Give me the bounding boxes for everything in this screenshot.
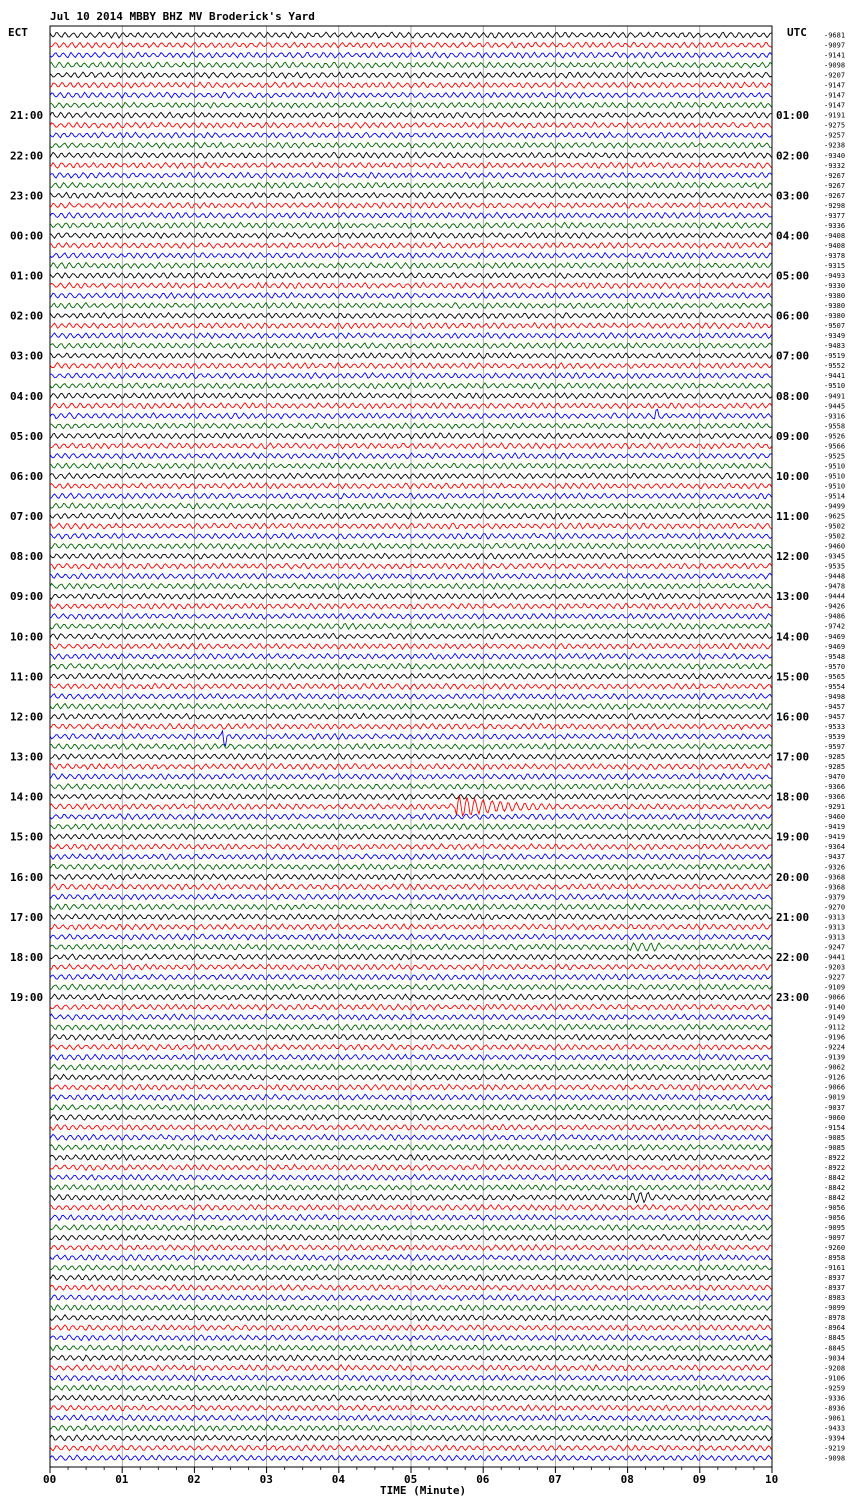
right-hour-label: 18:00 — [776, 790, 810, 804]
right-hour-label: 04:00 — [776, 229, 810, 243]
trace-value-label: -9259 — [824, 1384, 846, 1393]
trace-value-label: -9332 — [824, 161, 846, 170]
trace-value-label: -9085 — [824, 1133, 846, 1142]
right-hour-label: 16:00 — [776, 710, 810, 724]
left-hour-label: 13:00 — [10, 750, 44, 764]
trace-value-label: -9441 — [824, 953, 846, 962]
trace-value-label: -8937 — [824, 1284, 846, 1293]
right-hour-label: 21:00 — [776, 910, 810, 924]
trace-value-label: -8983 — [824, 1294, 846, 1303]
trace-value-label: -9126 — [824, 1073, 846, 1082]
trace-value-label: -9498 — [824, 692, 846, 701]
trace-value-label: -9408 — [824, 231, 846, 240]
right-hour-label: 07:00 — [776, 349, 810, 363]
trace-value-label: -9085 — [824, 1143, 846, 1152]
trace-value-label: -9349 — [824, 332, 846, 341]
chart-title: Jul 10 2014 MBBY BHZ MV Broderick's Yard — [50, 10, 315, 23]
trace-value-label: -9368 — [824, 873, 846, 882]
right-hour-label: 14:00 — [776, 630, 810, 644]
trace-value-label: -9037 — [824, 1103, 846, 1112]
trace-value-label: -9060 — [824, 1113, 846, 1122]
trace-value-label: -9460 — [824, 542, 846, 551]
trace-value-label: -9457 — [824, 712, 846, 721]
trace-value-label: -9066 — [824, 993, 846, 1002]
trace-value-label: -9408 — [824, 242, 846, 250]
trace-value-label: -8964 — [824, 1324, 846, 1333]
x-axis-tick-label: 10 — [765, 1473, 779, 1486]
left-hour-label: 07:00 — [10, 510, 44, 523]
right-hour-label: 02:00 — [776, 149, 810, 163]
trace-value-label: -9394 — [824, 1434, 846, 1443]
trace-value-label: -9469 — [824, 642, 846, 651]
trace-value-label: -9566 — [824, 442, 846, 451]
trace-value-label: -9681 — [824, 31, 846, 40]
trace-value-label: -9227 — [824, 973, 846, 982]
trace-value-label: -9098 — [824, 61, 846, 70]
trace-value-label: -9597 — [824, 743, 846, 751]
left-hour-label: 12:00 — [10, 710, 44, 724]
trace-value-label: -9106 — [824, 1374, 846, 1383]
left-hour-label: 14:00 — [10, 790, 44, 804]
trace-value-label: -8937 — [824, 1274, 846, 1283]
left-hour-label: 00:00 — [10, 229, 44, 243]
trace-value-label: -9502 — [824, 522, 846, 531]
left-hour-label: 18:00 — [10, 950, 44, 964]
trace-value-label: -9548 — [824, 652, 846, 661]
trace-value-label: -9469 — [824, 632, 846, 641]
right-hour-label: 06:00 — [776, 309, 810, 323]
right-hour-label: 03:00 — [776, 189, 810, 203]
trace-value-label: -9625 — [824, 512, 846, 521]
trace-value-label: -9196 — [824, 1033, 846, 1042]
trace-value-label: -9260 — [824, 1244, 846, 1252]
left-hour-label: 04:00 — [10, 389, 44, 403]
trace-value-label: -9378 — [824, 252, 846, 260]
trace-value-label: -9161 — [824, 1264, 846, 1273]
trace-value-label: -9313 — [824, 933, 846, 942]
trace-value-label: -9519 — [824, 352, 846, 361]
trace-value-label: -9203 — [824, 963, 846, 972]
trace-value-label: -9368 — [824, 883, 846, 892]
left-hour-label: 05:00 — [10, 429, 44, 443]
trace-value-label: -9364 — [824, 843, 846, 852]
trace-value-label: -9366 — [824, 793, 846, 802]
x-axis-tick-label: 03 — [259, 1473, 273, 1486]
trace-value-label: -9460 — [824, 813, 846, 822]
trace-value-label: -9570 — [824, 662, 846, 671]
trace-value-label: -9267 — [824, 191, 846, 200]
trace-value-label: -9526 — [824, 432, 846, 441]
trace-value-label: -9112 — [824, 1023, 846, 1032]
trace-value-label: -9510 — [824, 462, 846, 471]
trace-value-label: -9056 — [824, 1214, 846, 1222]
trace-value-label: -9493 — [824, 272, 846, 280]
trace-value-label: -9525 — [824, 452, 846, 461]
left-hour-label: 03:00 — [10, 349, 44, 363]
left-hour-label: 22:00 — [10, 149, 44, 163]
trace-value-label: -9238 — [824, 141, 846, 150]
trace-value-label: -9336 — [824, 1394, 846, 1403]
trace-value-label: -9345 — [824, 552, 846, 561]
left-hour-label: 23:00 — [10, 189, 44, 203]
trace-value-label: -9448 — [824, 572, 846, 581]
trace-value-label: -9275 — [824, 121, 846, 130]
left-hour-label: 01:00 — [10, 269, 44, 283]
trace-value-label: -9380 — [824, 302, 846, 311]
trace-value-label: -9095 — [824, 1224, 846, 1232]
x-axis-tick-label: 08 — [620, 1473, 634, 1486]
right-hour-label: 20:00 — [776, 870, 810, 884]
trace-value-label: -9419 — [824, 823, 846, 832]
trace-value-label: -9445 — [824, 402, 846, 411]
trace-value-label: -9483 — [824, 342, 846, 351]
trace-value-label: -9554 — [824, 682, 846, 691]
trace-value-label: -9315 — [824, 262, 846, 270]
trace-value-label: -9149 — [824, 1013, 846, 1022]
trace-value-label: -8922 — [824, 1163, 846, 1172]
trace-value-label: -8922 — [824, 1153, 846, 1162]
trace-value-label: -9139 — [824, 1053, 846, 1062]
trace-value-label: -9316 — [824, 412, 846, 421]
trace-value-label: -9377 — [824, 211, 846, 220]
trace-value-label: -9191 — [824, 111, 846, 120]
left-hour-label: 08:00 — [10, 550, 44, 564]
x-axis-label: TIME (Minute) — [380, 1484, 467, 1497]
trace-value-label: -9267 — [824, 181, 846, 190]
trace-value-label: -9330 — [824, 282, 846, 290]
trace-value-label: -9470 — [824, 773, 846, 782]
trace-value-label: -9426 — [824, 602, 846, 611]
trace-value-label: -9486 — [824, 612, 846, 621]
trace-value-label: -8978 — [824, 1314, 846, 1323]
right-hour-label: 11:00 — [776, 510, 810, 523]
right-hour-label: 17:00 — [776, 750, 810, 764]
x-axis-tick-label: 02 — [187, 1473, 201, 1486]
trace-value-label: -9154 — [824, 1123, 846, 1132]
trace-value-label: -9336 — [824, 221, 846, 230]
left-hour-label: 15:00 — [10, 830, 44, 844]
trace-value-label: -9062 — [824, 1063, 846, 1072]
right-hour-label: 01:00 — [776, 109, 810, 123]
trace-value-label: -9539 — [824, 733, 846, 741]
trace-value-label: -9535 — [824, 562, 846, 571]
x-axis-tick-label: 06 — [476, 1473, 490, 1486]
trace-value-label: -9208 — [824, 1364, 846, 1373]
trace-value-label: -9380 — [824, 312, 846, 321]
left-hour-label: 10:00 — [10, 630, 44, 644]
right-hour-label: 12:00 — [776, 550, 810, 564]
trace-value-label: -9366 — [824, 783, 846, 792]
trace-value-label: -9034 — [824, 1354, 846, 1363]
trace-value-label: -9514 — [824, 492, 846, 501]
trace-value-label: -9291 — [824, 803, 846, 812]
x-axis-tick-label: 05 — [404, 1473, 418, 1486]
trace-value-label: -9097 — [824, 1234, 846, 1242]
left-hour-label: 02:00 — [10, 309, 44, 323]
trace-value-label: -9257 — [824, 131, 846, 140]
trace-value-label: -9061 — [824, 1414, 846, 1423]
trace-value-label: -9270 — [824, 903, 846, 912]
trace-value-label: -9433 — [824, 1424, 846, 1433]
x-axis-tick-label: 04 — [331, 1473, 346, 1486]
trace-value-label: -9097 — [824, 41, 846, 50]
trace-value-label: -9441 — [824, 372, 846, 381]
trace-value-label: -9247 — [824, 943, 846, 952]
trace-value-label: -9340 — [824, 151, 846, 160]
trace-value-label: -9565 — [824, 672, 846, 681]
trace-value-label: -9326 — [824, 863, 846, 872]
trace-value-label: -9379 — [824, 893, 846, 902]
trace-value-label: -9147 — [824, 101, 846, 110]
trace-value-label: -8936 — [824, 1404, 846, 1413]
x-axis-tick-label: 00 — [43, 1473, 57, 1486]
left-hour-label: 17:00 — [10, 910, 44, 924]
trace-value-label: -9224 — [824, 1043, 846, 1052]
trace-value-label: -9267 — [824, 171, 846, 180]
trace-value-label: -9298 — [824, 201, 846, 210]
trace-value-label: -9507 — [824, 322, 846, 331]
trace-value-label: -9437 — [824, 853, 846, 862]
right-hour-label: 13:00 — [776, 590, 810, 604]
trace-value-label: -9313 — [824, 923, 846, 932]
trace-value-label: -9313 — [824, 913, 846, 922]
trace-value-label: -8842 — [824, 1193, 846, 1202]
right-hour-label: 05:00 — [776, 269, 810, 283]
left-timezone-label: ECT — [8, 26, 28, 39]
trace-value-label: -9552 — [824, 362, 846, 371]
left-hour-label: 06:00 — [10, 469, 44, 483]
trace-value-label: -9147 — [824, 91, 846, 100]
trace-value-label: -8845 — [824, 1344, 846, 1353]
trace-value-label: -9285 — [824, 763, 846, 771]
trace-value-label: -9510 — [824, 482, 846, 491]
trace-value-label: -9510 — [824, 472, 846, 481]
right-timezone-label: UTC — [787, 26, 807, 39]
right-hour-label: 08:00 — [776, 389, 810, 403]
right-hour-label: 15:00 — [776, 670, 810, 684]
left-hour-label: 19:00 — [10, 991, 44, 1004]
trace-value-label: -9147 — [824, 81, 846, 90]
left-hour-label: 11:00 — [10, 670, 44, 684]
trace-value-label: -9502 — [824, 532, 846, 541]
trace-value-label: -9056 — [824, 1204, 846, 1212]
trace-value-label: -9558 — [824, 422, 846, 431]
trace-value-label: -9742 — [824, 622, 846, 631]
trace-value-label: -9109 — [824, 983, 846, 992]
trace-value-label: -9457 — [824, 702, 846, 711]
trace-value-label: -9491 — [824, 392, 846, 401]
trace-value-label: -9207 — [824, 71, 846, 80]
left-hour-label: 21:00 — [10, 109, 44, 123]
x-axis-tick-label: 01 — [115, 1473, 129, 1486]
trace-value-label: -9019 — [824, 1093, 846, 1102]
right-hour-label: 22:00 — [776, 950, 810, 964]
trace-value-label: -9099 — [824, 1304, 846, 1313]
trace-value-label: -9140 — [824, 1003, 846, 1012]
trace-value-label: -9285 — [824, 753, 846, 761]
left-hour-label: 09:00 — [10, 590, 44, 604]
right-hour-label: 19:00 — [776, 830, 810, 844]
left-hour-label: 16:00 — [10, 870, 44, 884]
x-axis-tick-label: 09 — [692, 1473, 707, 1486]
trace-value-label: -9478 — [824, 582, 846, 591]
trace-value-label: -9098 — [824, 1454, 846, 1463]
trace-value-label: -9141 — [824, 51, 846, 60]
trace-value-label: -9219 — [824, 1444, 846, 1453]
trace-value-label: -8842 — [824, 1183, 846, 1192]
right-hour-label: 09:00 — [776, 429, 810, 443]
trace-value-label: -9380 — [824, 292, 846, 301]
trace-value-label: -9499 — [824, 502, 846, 511]
trace-value-label: -8845 — [824, 1334, 846, 1343]
x-axis-tick-label: 07 — [548, 1473, 562, 1486]
trace-value-label: -9066 — [824, 1083, 846, 1092]
right-hour-label: 23:00 — [776, 991, 810, 1004]
trace-value-label: -8842 — [824, 1173, 846, 1182]
right-hour-label: 10:00 — [776, 469, 810, 483]
trace-value-label: -9510 — [824, 382, 846, 391]
trace-value-label: -9533 — [824, 723, 846, 731]
trace-value-label: -9419 — [824, 833, 846, 842]
trace-value-label: -8958 — [824, 1254, 846, 1263]
trace-value-label: -9444 — [824, 592, 846, 601]
